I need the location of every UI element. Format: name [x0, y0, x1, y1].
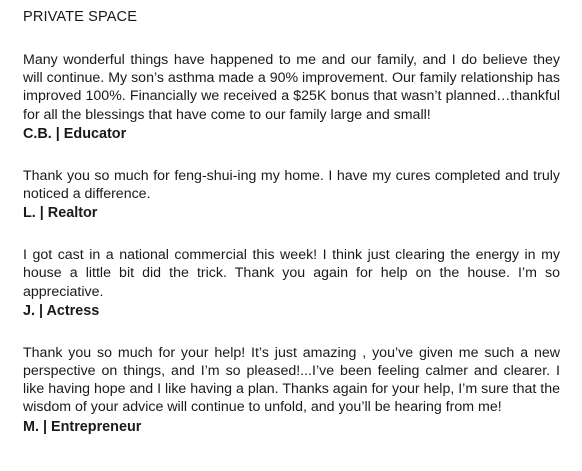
testimonials-page [23, 8, 560, 436]
testimonial-quote: Many wonderful things have happened to me and our family, and I do believe they will continue. My son’s asthma made a 90% improvement. Our family relationship has improved 100%. Financially we received a $25K bonus that wasn’t planned…thankful for all the blessings that have come to our family large and small! [23, 52, 560, 123]
testimonial-quote: Thank you so much for feng-shui-ing my home. I have my cures completed and truly noticed a difference. [23, 167, 560, 203]
testimonial-author: J. | Actress [23, 302, 100, 319]
testimonial-author: M. | Entrepreneur [23, 418, 142, 435]
testimonial-item [23, 246, 560, 320]
page-title: PRIVATE SPACE [23, 9, 138, 25]
testimonial-item [23, 51, 560, 143]
testimonial-author: C.B. | Educator [23, 125, 127, 142]
testimonial-item [23, 167, 560, 222]
testimonial-quote: I got cast in a national commercial this week! I think just clearing the energy in my house a little bit did the trick. Thank you again for help on the house. I’m so appreciative. [23, 247, 560, 300]
testimonial-author: L. | Realtor [23, 205, 98, 222]
testimonial-quote: Thank you so much for your help! It’s just amazing , you’ve given me such a new perspective on things, and I’m so pleased!...I’ve been feeling calmer and clearer. I like having hope and I like having a plan. Thanks again for your help, I’m sure that the wisdom of your advice will continue to unfold, and you’ll be hearing from me! [23, 344, 560, 416]
testimonial-item [23, 344, 560, 436]
